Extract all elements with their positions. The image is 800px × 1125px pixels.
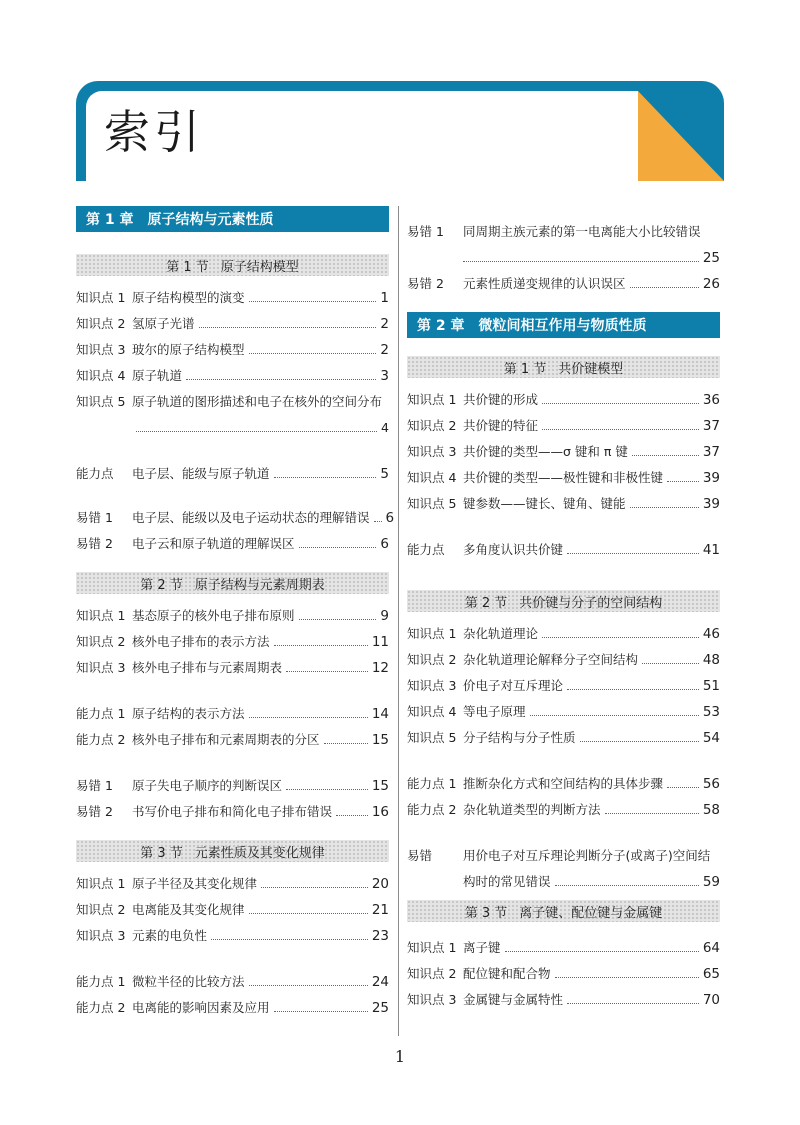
section-2-3-heading[interactable] xyxy=(407,900,720,922)
index-entry[interactable]: 知识点 1 原子结构模型的演变 1 xyxy=(76,290,389,306)
index-entry[interactable]: 能力点 1 原子结构的表示方法 14 xyxy=(76,706,389,722)
page-ref: 24 xyxy=(371,974,389,990)
index-entry[interactable]: 能力点 2 核外电子排布和元素周期表的分区 15 xyxy=(76,732,389,748)
chapter-2-heading[interactable] xyxy=(407,312,720,338)
index-entry[interactable]: 能力点 2 杂化轨道类型的判断方法 58 xyxy=(407,802,720,818)
section-title: 共价键模型 xyxy=(558,361,624,377)
index-entry[interactable]: 知识点 2 电离能及其变化规律 21 xyxy=(76,902,389,918)
page-ref: 37 xyxy=(702,444,720,460)
page-ref: 39 xyxy=(702,496,720,512)
page-ref: 56 xyxy=(702,776,720,792)
index-entry[interactable]: 知识点 1 杂化轨道理论 46 xyxy=(407,626,720,642)
page-ref: 1 xyxy=(380,290,389,306)
index-entry[interactable]: 易错 1 原子失电子顺序的判断误区 15 xyxy=(76,778,389,794)
page-number: 1 xyxy=(394,1047,406,1066)
page-ref: 51 xyxy=(702,678,720,694)
page-ref: 37 xyxy=(702,418,720,434)
section-title: 原子结构模型 xyxy=(220,259,299,275)
page-ref: 20 xyxy=(371,876,389,892)
page-ref: 36 xyxy=(702,392,720,408)
page-ref: 25 xyxy=(702,250,720,266)
page-ref: 5 xyxy=(380,466,389,482)
index-entry[interactable]: 知识点 3 金属键与金属特性 70 xyxy=(407,992,720,1008)
index-entry[interactable]: 易错 1 电子层、能级以及电子运动状态的理解错误 6 xyxy=(76,510,395,526)
index-entry[interactable]: 知识点 3 价电子对互斥理论 51 xyxy=(407,678,720,694)
index-entry[interactable]: 知识点 3 核外电子排布与元素周期表 12 xyxy=(76,660,389,676)
page-ref: 12 xyxy=(371,660,389,676)
index-entry[interactable]: 知识点 5 键参数——键长、键角、键能 39 xyxy=(407,496,720,512)
page-ref: 48 xyxy=(702,652,720,668)
section-1-1-heading[interactable] xyxy=(76,254,389,276)
section-number: 第 1 节 xyxy=(166,259,209,275)
page-ref: 21 xyxy=(371,902,389,918)
page-ref: 16 xyxy=(371,804,389,820)
section-number: 第 2 节 xyxy=(464,595,508,611)
section-number: 第 3 节 xyxy=(140,845,183,861)
page-ref: 64 xyxy=(702,940,720,956)
page-ref: 65 xyxy=(702,966,720,982)
page-ref: 2 xyxy=(380,316,389,332)
section-2-2-heading[interactable] xyxy=(407,590,720,612)
index-entry[interactable]: 能力点 1 微粒半径的比较方法 24 xyxy=(76,974,389,990)
page-ref: 41 xyxy=(702,542,720,558)
page-ref: 39 xyxy=(702,470,720,486)
page-ref: 6 xyxy=(385,510,395,526)
section-title: 元素性质及其变化规律 xyxy=(194,845,325,861)
page-ref: 58 xyxy=(702,802,720,818)
index-entry[interactable]: 易错 2 电子云和原子轨道的理解误区 6 xyxy=(76,536,389,552)
index-entry[interactable]: 能力点 2 电离能的影响因素及应用 25 xyxy=(76,1000,389,1016)
page-ref: 70 xyxy=(702,992,720,1008)
page-ref: 54 xyxy=(702,730,720,746)
section-1-2-heading[interactable] xyxy=(76,572,389,594)
index-entry[interactable]: 易错 用价电子对互斥理论判断分子(或离子)空间结 构时的常见错误 59 xyxy=(407,848,720,890)
index-entry[interactable]: 知识点 3 元素的电负性 23 xyxy=(76,928,389,944)
chapter-title: 原子结构与元素性质 xyxy=(147,212,274,228)
section-title: 离子键、配位键与金属键 xyxy=(519,905,663,921)
corner-decoration xyxy=(638,91,724,181)
page-ref: 15 xyxy=(371,778,389,794)
page-ref: 14 xyxy=(371,706,389,722)
index-entry[interactable]: 知识点 2 氢原子光谱 2 xyxy=(76,316,389,332)
index-entry[interactable]: 易错 2 元素性质递变规律的认识误区 26 xyxy=(407,276,720,292)
page-ref: 25 xyxy=(371,1000,389,1016)
index-entry[interactable]: 易错 2 书写价电子排布和简化电子排布错误 16 xyxy=(76,804,389,820)
index-entry[interactable]: 知识点 3 玻尔的原子结构模型 2 xyxy=(76,342,389,358)
index-entry[interactable]: 知识点 5 分子结构与分子性质 54 xyxy=(407,730,720,746)
index-entry[interactable]: 知识点 2 共价键的特征 37 xyxy=(407,418,720,434)
index-entry[interactable]: 知识点 4 等电子原理 53 xyxy=(407,704,720,720)
section-title: 共价键与分子的空间结构 xyxy=(519,595,663,611)
index-entry[interactable]: 知识点 1 离子键 64 xyxy=(407,940,720,956)
index-entry[interactable]: 能力点 多角度认识共价键 41 xyxy=(407,542,720,558)
page-ref: 3 xyxy=(380,368,389,384)
page-ref: 6 xyxy=(380,536,389,552)
index-entry[interactable]: 能力点 电子层、能级与原子轨道 5 xyxy=(76,466,389,482)
page-ref: 26 xyxy=(702,276,720,292)
index-entry[interactable]: 知识点 3 共价键的类型——σ 键和 π 键 37 xyxy=(407,444,720,460)
index-entry[interactable]: 知识点 2 杂化轨道理论解释分子空间结构 48 xyxy=(407,652,720,668)
right-column xyxy=(407,206,720,1008)
page-ref: 11 xyxy=(371,634,389,650)
index-entry[interactable]: 能力点 1 推断杂化方式和空间结构的具体步骤 56 xyxy=(407,776,720,792)
section-title: 原子结构与元素周期表 xyxy=(194,577,325,593)
section-2-1-heading[interactable] xyxy=(407,356,720,378)
index-entry[interactable]: 知识点 5 原子轨道的图形描述和电子在核外的空间分布 4 xyxy=(76,394,389,435)
page-ref: 2 xyxy=(380,342,389,358)
section-number: 第 3 节 xyxy=(464,905,508,921)
chapter-number: 第 2 章 xyxy=(417,318,465,334)
page-ref: 59 xyxy=(702,874,720,890)
index-header xyxy=(76,81,724,181)
page-ref: 9 xyxy=(380,608,389,624)
chapter-1-heading[interactable] xyxy=(76,206,389,232)
page-ref: 23 xyxy=(371,928,389,944)
section-1-3-heading[interactable] xyxy=(76,840,389,862)
index-entry[interactable]: 知识点 4 原子轨道 3 xyxy=(76,368,389,384)
column-divider xyxy=(398,206,399,1036)
section-number: 第 2 节 xyxy=(140,577,183,593)
page-ref: 46 xyxy=(702,626,720,642)
left-column xyxy=(76,206,395,1016)
index-entry[interactable]: 易错 1 同周期主族元素的第一电离能大小比较错误 25 xyxy=(407,224,720,266)
page-ref: 53 xyxy=(702,704,720,720)
index-entry[interactable]: 知识点 2 核外电子排布的表示方法 11 xyxy=(76,634,389,650)
chapter-number: 第 1 章 xyxy=(86,212,134,228)
index-entry[interactable]: 知识点 4 共价键的类型——极性键和非极性键 39 xyxy=(407,470,720,486)
index-entry[interactable]: 知识点 1 共价键的形成 36 xyxy=(407,392,720,408)
section-number: 第 1 节 xyxy=(503,361,547,377)
chapter-title: 微粒间相互作用与物质性质 xyxy=(478,318,647,334)
index-entry[interactable]: 知识点 1 基态原子的核外电子排布原则 9 xyxy=(76,608,389,624)
index-entry[interactable]: 知识点 2 配位键和配合物 65 xyxy=(407,966,720,982)
index-entry[interactable]: 知识点 1 原子半径及其变化规律 20 xyxy=(76,876,389,892)
page-ref: 4 xyxy=(381,420,389,435)
page-title: 索引 xyxy=(104,105,204,159)
page-ref: 15 xyxy=(371,732,389,748)
